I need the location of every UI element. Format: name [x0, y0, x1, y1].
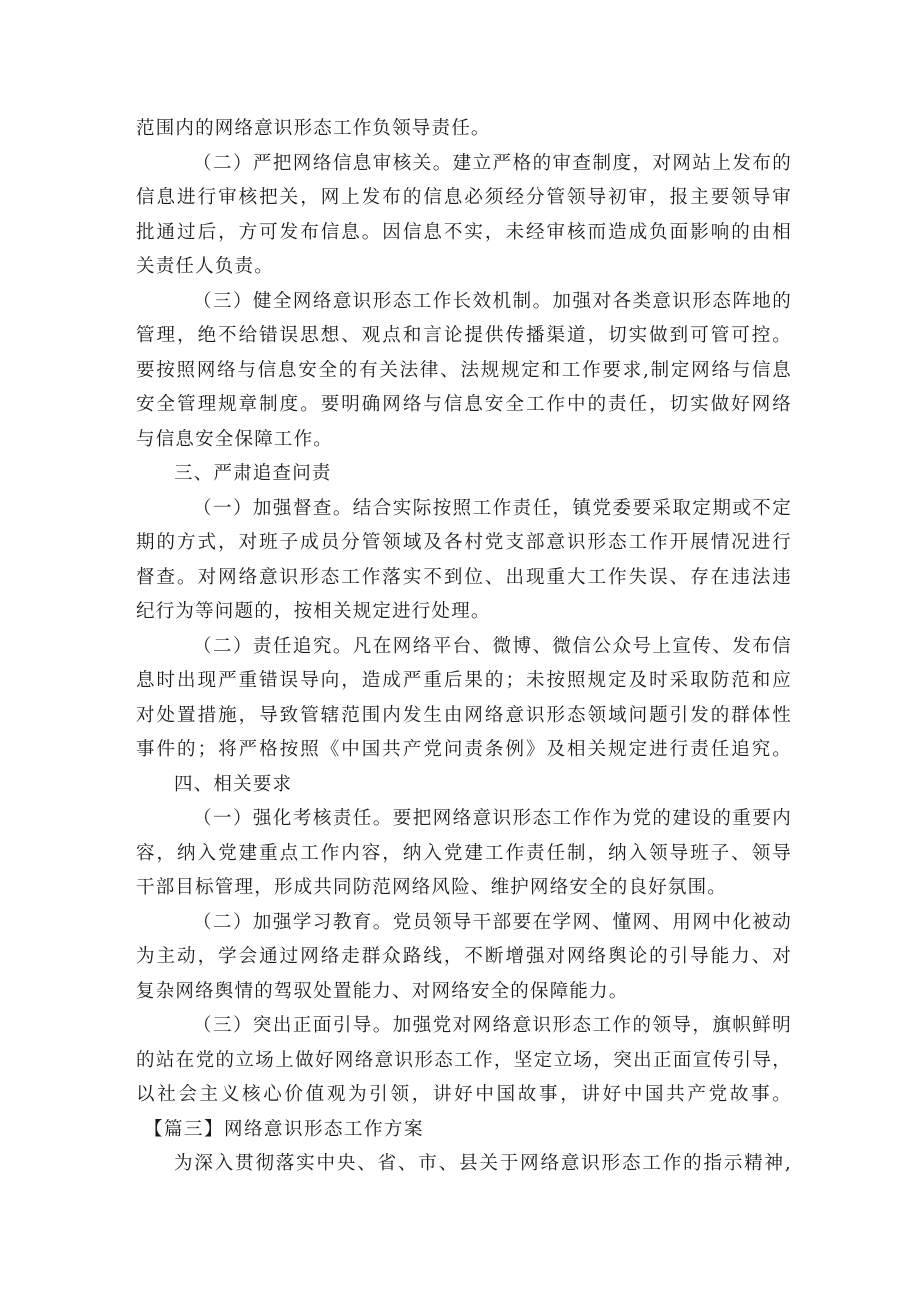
paragraph-line: 批通过后，方可发布信息。因信息不实，未经审核而造成负面影响的由相 [136, 221, 792, 243]
paragraph-first-line: （三）健全网络意识形态工作长效机制。加强对各类意识形态阵地的 [193, 290, 792, 312]
paragraph-first-line: （三）突出正面引导。加强党对网络意识形态工作的领导，旗帜鲜明 [193, 1015, 792, 1036]
paragraph-first-line: （二）责任追究。凡在网络平台、微博、微信公众号上宣传、发布信 [193, 635, 792, 657]
document-body [136, 112, 792, 1182]
paragraph-first-line: （二）加强学习教育。党员领导干部要在学网、懂网、用网中化被动 [193, 911, 792, 933]
paragraph-line: 要按照网络与信息安全的有关法律、法规规定和工作要求,制定网络与信息 [136, 359, 792, 381]
paragraph-line: 安全管理规章制度。要明确网络与信息安全工作中的责任，切实做好网络 [136, 394, 792, 415]
paragraph-line: 以社会主义核心价值观为引领，讲好中国故事，讲好中国共产党故事。 [136, 1084, 792, 1105]
paragraph-line: 为主动，学会通过网络走群众路线，不断增强对网络舆论的引导能力、对 [136, 946, 792, 967]
section-heading: 三、严肃追查问责 [174, 463, 332, 484]
paragraph-line: 关责任人负责。 [136, 256, 274, 277]
paragraph-line: 纪行为等问题的，按相关规定进行处理。 [136, 601, 491, 622]
paragraph-first-line: （二）严把网络信息审核关。建立严格的审查制度，对网站上发布的 [193, 152, 792, 174]
paragraph-line: 容，纳入党建重点工作内容，纳入党建工作责任制，纳入领导班子、领导 [136, 842, 792, 864]
paragraph-line: 对处置措施，导致管辖范围内发生由网络意识形态领域问题引发的群体性 [136, 704, 792, 726]
paragraph-line: 息时出现严重错误导向，造成严重后果的；未按照规定及时采取防范和应 [136, 670, 792, 691]
paragraph-line: 信息进行审核把关，网上发布的信息必须经分管领导初审，报主要领导审 [136, 187, 792, 208]
paragraph-line: 复杂网络舆情的驾驭处置能力、对网络安全的保障能力。 [136, 980, 629, 1002]
paragraph-line: 事件的；将严格按照《中国共产党问责条例》及相关规定进行责任追究。 [136, 739, 792, 760]
paragraph-first-line: （一）强化考核责任。要把网络意识形态工作作为党的建设的重要内 [193, 808, 792, 829]
paragraph-line: 管理，绝不给错误思想、观点和言论提供传播渠道，切实做到可管可控。 [136, 325, 792, 346]
paragraph-line: 期的方式，对班子成员分管领域及各村党支部意识形态工作开展情况进行 [136, 532, 792, 553]
paragraph-first-line: （一）加强督查。结合实际按照工作责任，镇党委要采取定期或不定 [193, 497, 792, 519]
paragraph-line: 与信息安全保障工作。 [136, 428, 334, 450]
paragraph-line: 的站在党的立场上做好网络意识形态工作，坚定立场，突出正面宣传引导， [136, 1049, 792, 1071]
section-heading: 四、相关要求 [174, 773, 293, 795]
paragraph-line: 干部目标管理，形成共同防范网络风险、维护网络安全的良好氛围。 [136, 877, 728, 898]
paragraph-line: 范围内的网络意识形态工作负领导责任。 [136, 118, 491, 139]
paragraph-first-line: 为深入贯彻落实中央、省、市、县关于网络意识形态工作的指示精神, [174, 1153, 792, 1174]
article-title: 【篇三】网络意识形态工作方案 [144, 1118, 425, 1140]
paragraph-line: 督查。对网络意识形态工作落实不到位、出现重大工作失误、存在违法违 [136, 566, 792, 588]
